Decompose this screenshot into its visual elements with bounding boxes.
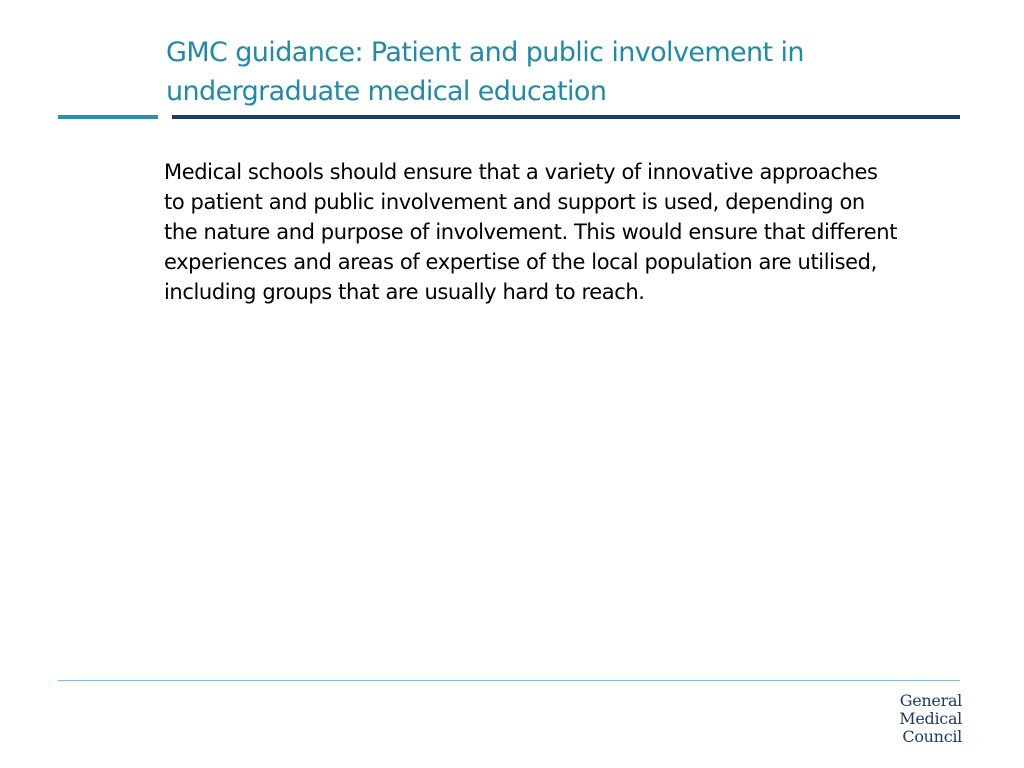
title-underline — [172, 115, 960, 119]
logo-line-council: Council — [902, 727, 962, 746]
gmc-logo — [899, 692, 962, 746]
title-underline-accent — [58, 115, 158, 119]
slide-title: GMC guidance: Patient and public involvement in undergraduate medical education — [166, 37, 804, 107]
logo-line-medical: Medical — [899, 709, 962, 728]
logo-line-general: General — [899, 691, 962, 710]
footer-divider — [58, 680, 960, 681]
slide-body-text: Medical schools should ensure that a variety of innovative approaches to patient and public involvement and support is used, depending on the nature and purpose of involvement. This would ensure that different experiences and areas of expertise of the local population are utilised, including groups that are usually hard to reach. — [164, 160, 898, 304]
